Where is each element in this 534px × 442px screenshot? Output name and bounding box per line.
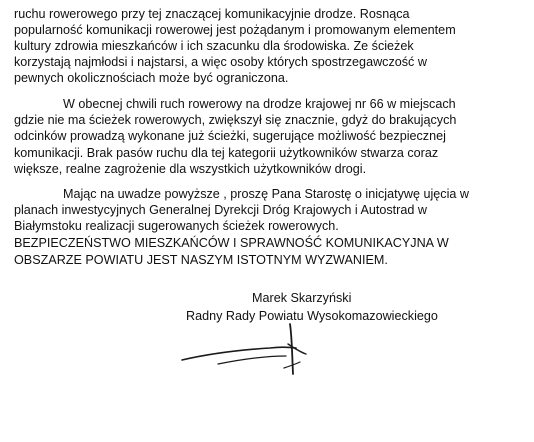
paragraph1-line: pewnych okolicznościach może być ograniczona. — [14, 71, 289, 85]
closing-statement-line: BEZPIECZEŃSTWO MIESZKAŃCÓW I SPRAWNOŚĆ KOMUNIKACYJNA W — [14, 236, 449, 250]
paragraph2-line: odcinków prowadzą wykonane już ścieżki, sugerujące możliwość bezpiecznej — [14, 129, 446, 143]
paragraph3-line: planach inwestycyjnych Generalnej Dyrekcji Dróg Krajowych i Autostrad w — [14, 203, 427, 217]
paragraph2-line: komunikacji. Brak pasów ruchu dla tej kategorii użytkowników stwarza coraz — [14, 146, 439, 160]
paragraph2-line: większe, realne zagrożenie dla wszystkich użytkowników drogi. — [14, 162, 367, 176]
paragraph1-line: korzystają najmłodsi i najstarsi, a więc osoby których spostrzegawczość w — [14, 55, 427, 69]
paragraph1-line: ruchu rowerowego przy tej znaczącej komunikacyjnie drodze. Rosnąca — [14, 7, 410, 21]
handwritten-signature — [178, 320, 328, 382]
closing-statement-line: OBSZARZE POWIATU JEST NASZYM ISTOTNYM WYZWANIEM. — [14, 253, 388, 267]
paragraph3-line: Mając na uwadze powyższe , proszę Pana Starostę o inicjatywę ujęcia w — [63, 187, 470, 201]
signer-title: Radny Rady Powiatu Wysokomazowieckiego — [186, 309, 438, 323]
paragraph1-line: popularność komunikacji rowerowej jest pożądanym i promowanym elementem — [14, 23, 456, 37]
signer-name: Marek Skarzyński — [252, 291, 352, 305]
paragraph3-line: Białymstoku realizacji sugerowanych ścieżek rowerowych. — [14, 219, 339, 233]
paragraph1-line: kultury zdrowia mieszkańców i ich szacunku dla środowiska. Ze ścieżek — [14, 39, 414, 53]
paragraph2-line: gdzie nie ma ścieżek rowerowych, zwiększył się znacznie, gdyż do brakujących — [14, 113, 457, 127]
paragraph2-line: W obecnej chwili ruch rowerowy na drodze krajowej nr 66 w miejscach — [63, 97, 456, 111]
